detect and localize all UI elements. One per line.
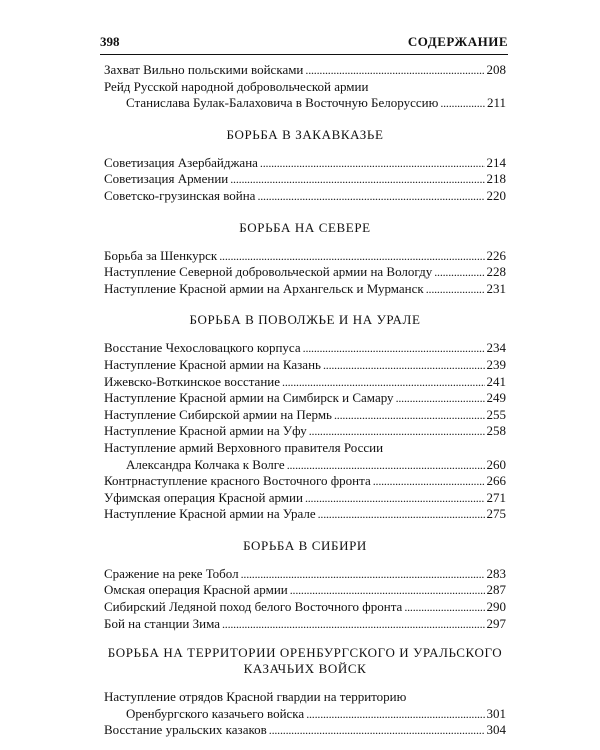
section-heading [104, 645, 506, 677]
toc-entry-line [104, 95, 506, 112]
toc-page-number: 304 [486, 722, 506, 738]
toc-entry-line [104, 407, 506, 424]
toc-entry-title: Рейд Русской народной добровольческой армии [104, 78, 369, 94]
toc-entry-title: Наступление Красной армии на Симбирск и Самару [104, 390, 394, 406]
toc-entry-line [104, 706, 506, 723]
toc-page-number: 258 [486, 423, 506, 439]
toc-entry [104, 374, 506, 391]
toc-page-number: 249 [486, 390, 506, 406]
toc-entry [104, 188, 506, 205]
toc-entry-title: Советско-грузинская война [104, 187, 256, 203]
toc-entry [104, 566, 506, 583]
toc-page-number: 211 [486, 95, 506, 111]
dot-leader [282, 374, 484, 391]
running-title: СОДЕРЖАНИЕ [407, 34, 508, 49]
toc-entry-line [104, 171, 506, 188]
toc-entry [104, 248, 506, 265]
section-heading: БОРЬБА В СИБИРИ [243, 537, 367, 553]
toc-entry [104, 599, 506, 616]
dot-leader [269, 722, 485, 739]
dot-leader [440, 95, 485, 112]
toc-entry-line [104, 457, 506, 474]
toc-entry-title: Наступление Красной армии на Архангельск и Мурманск [104, 280, 424, 296]
toc-entry-line [104, 79, 506, 96]
toc-page-number: 220 [486, 187, 506, 203]
toc-entry-line [104, 473, 506, 490]
dot-leader [290, 582, 485, 599]
toc-entry-title: Наступление отрядов Красной гвардии на территорию [104, 689, 407, 705]
toc-page-number: 275 [486, 506, 506, 522]
toc-entry-line [104, 566, 506, 583]
dot-leader [334, 407, 485, 424]
dot-leader [303, 340, 485, 357]
toc-entry [104, 616, 506, 633]
page-header [100, 30, 508, 55]
toc-entry-title: Александра Колчака к Волге [126, 456, 285, 472]
dot-leader [287, 457, 485, 474]
section-heading-line: БОРЬБА НА ТЕРРИТОРИИ ОРЕНБУРГСКОГО И УРАЛЬСКОГО [107, 645, 503, 661]
toc-entry-title: Наступление Сибирской армии на Пермь [104, 406, 332, 422]
toc-entry [104, 357, 506, 374]
toc-entry-title: Сражение на реке Тобол [104, 565, 239, 581]
dot-leader [305, 490, 485, 507]
toc-entry-line [104, 423, 506, 440]
dot-leader [257, 188, 484, 205]
dot-leader [260, 155, 485, 172]
toc-entry-title: Контрнаступление красного Восточного фронта [104, 473, 371, 489]
toc-entry [104, 155, 506, 172]
toc-entry [104, 264, 506, 281]
dot-leader [306, 706, 484, 723]
toc-page-number: 287 [486, 582, 506, 598]
toc-page-number: 271 [486, 489, 506, 505]
toc-entry-line [104, 390, 506, 407]
toc-entry-line [104, 722, 506, 739]
section-heading: БОРЬБА В ПОВОЛЖЬЕ И НА УРАЛЕ [189, 312, 421, 328]
toc-entry-title: Восстание уральских казаков [104, 722, 267, 738]
toc-page-number: 239 [486, 356, 506, 372]
dot-leader [318, 506, 485, 523]
toc-entry-line [104, 689, 506, 706]
toc-entry-title: Бой на станции Зима [104, 615, 220, 631]
toc-entry-line [104, 281, 506, 298]
toc-entry [104, 473, 506, 490]
toc-entry [104, 722, 506, 739]
toc-entry-line [104, 490, 506, 507]
section-heading-line: КАЗАЧЬИХ ВОЙСК [243, 661, 367, 677]
toc-entry-title: Ижевско-Воткинское восстание [104, 373, 281, 389]
toc-entry-title: Сибирский Ледяной поход белого Восточного фронта [104, 599, 403, 615]
toc-entry-line [104, 374, 506, 391]
toc-entry [104, 582, 506, 599]
dot-leader [373, 473, 485, 490]
toc-entry-line [104, 188, 506, 205]
toc-entry [104, 506, 506, 523]
toc-entry [104, 390, 506, 407]
toc-entry-title: Уфимская операция Красной армии [104, 489, 303, 505]
toc-entry-line [104, 506, 506, 523]
toc-entry-title: Восстание Чехословацкого корпуса [104, 340, 301, 356]
section-heading: БОРЬБА В ЗАКАВКАЗЬЕ [226, 126, 384, 142]
toc-entry [104, 423, 506, 440]
toc-entry [104, 490, 506, 507]
toc-page-number: 266 [486, 473, 506, 489]
toc-page-number: 241 [486, 373, 506, 389]
toc-entry-title: Наступление Северной добровольческой армии на Вологду [104, 264, 433, 280]
dot-leader [396, 390, 485, 407]
toc-entry-title: Наступление Красной армии на Урале [104, 506, 316, 522]
toc-entry-title: Наступление Красной армии на Уфу [104, 423, 307, 439]
section-heading: БОРЬБА НА СЕВЕРЕ [239, 219, 371, 235]
toc-page-number: 297 [486, 615, 506, 631]
toc-entry-title: Советизация Армении [104, 171, 229, 187]
toc-entry [104, 281, 506, 298]
toc-page-number: 255 [486, 406, 506, 422]
toc-entry-line [104, 155, 506, 172]
toc-entry-title: Наступление армий Верховного правителя России [104, 439, 384, 455]
toc-entry-title: Захват Вильно польскими войсками [104, 62, 304, 77]
toc-entry [104, 440, 506, 473]
table-of-contents [104, 62, 506, 739]
toc-page-number: 234 [486, 340, 506, 356]
toc-entry-title: Наступление Красной армии на Казань [104, 356, 321, 372]
dot-leader [230, 171, 484, 188]
toc-page-number: 290 [486, 599, 506, 615]
toc-page-number: 283 [486, 565, 506, 581]
toc-page-number: 231 [486, 280, 506, 296]
toc-entry-line [104, 248, 506, 265]
toc-page-number: 226 [486, 247, 506, 263]
dot-leader [404, 599, 484, 616]
toc-entry-title: Борьба за Шенкурск [104, 247, 218, 263]
toc-page-number: 260 [486, 456, 506, 472]
toc-entry-line [104, 62, 506, 79]
toc-entry-line [104, 582, 506, 599]
toc-entry [104, 79, 506, 112]
toc-entry-title: Омская операция Красной армии [104, 582, 288, 598]
dot-leader [241, 566, 485, 583]
toc-entry [104, 171, 506, 188]
toc-entry-title: Оренбургского казачьего войска [126, 705, 305, 721]
toc-entry [104, 689, 506, 722]
toc-page-number: 208 [486, 62, 506, 77]
toc-page-number: 228 [486, 264, 506, 280]
toc-entry-line [104, 616, 506, 633]
toc-entry-title: Станислава Булак-Балаховича в Восточную Белоруссию [126, 95, 439, 111]
toc-page-number: 218 [486, 171, 506, 187]
dot-leader [426, 281, 485, 298]
toc-entry-line [104, 357, 506, 374]
toc-page-number: 214 [486, 154, 506, 170]
toc-entry [104, 340, 506, 357]
toc-entry-title: Советизация Азербайджана [104, 154, 258, 170]
toc-entry-line [104, 440, 506, 457]
dot-leader [222, 616, 485, 633]
dot-leader [434, 264, 484, 281]
toc-entry-line [104, 264, 506, 281]
page-number: 398 [100, 34, 120, 49]
dot-leader [323, 357, 485, 374]
toc-entry [104, 62, 506, 79]
toc-entry-line [104, 599, 506, 616]
toc-page-number: 301 [486, 705, 506, 721]
dot-leader [219, 248, 484, 265]
toc-entry [104, 407, 506, 424]
dot-leader [305, 62, 484, 79]
dot-leader [309, 423, 485, 440]
toc-entry-line [104, 340, 506, 357]
